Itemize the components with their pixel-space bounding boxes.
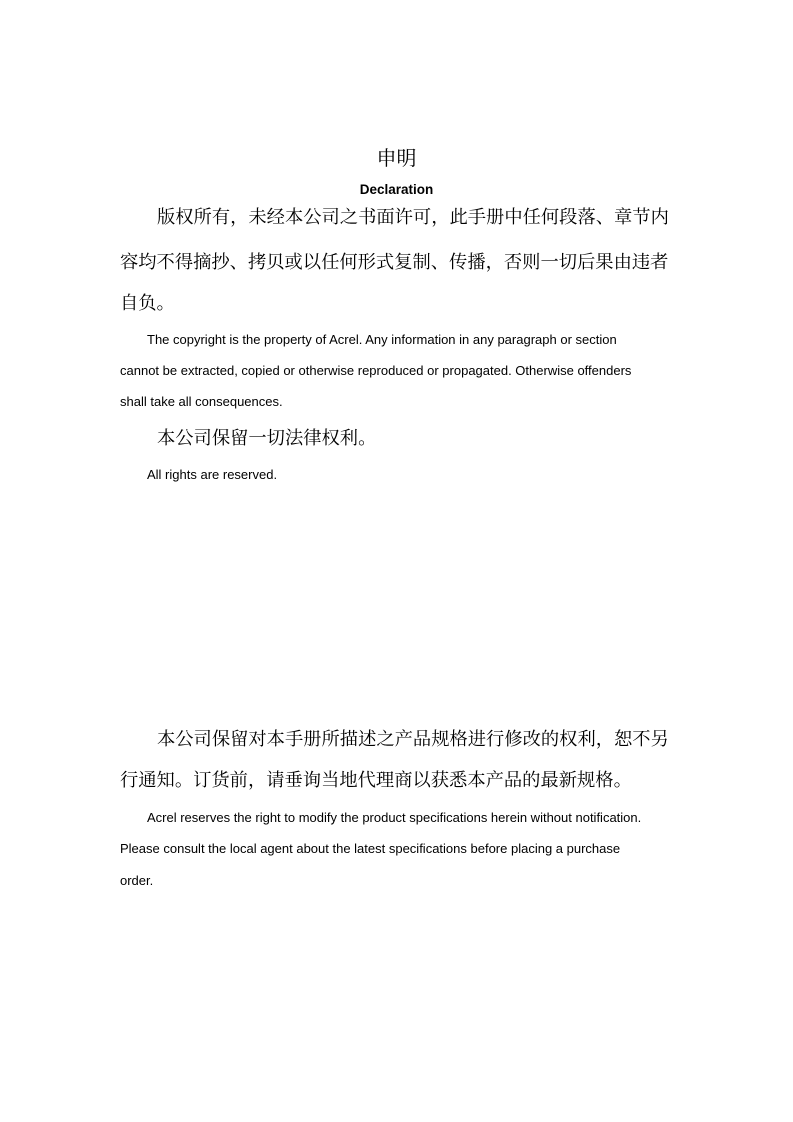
spec-en-line: Acrel reserves the right to modify the product specifications herein without notification. [147, 810, 642, 825]
copyright-en-line: cannot be extracted, copied or otherwise reproduced or propagated. Otherwise offenders [120, 363, 632, 378]
rights-cn: 本公司保留一切法律权利。 [157, 428, 377, 449]
copyright-cn-line: 容均不得摘抄、拷贝或以任何形式复制、传播，否则一切后果由违者 [120, 252, 669, 273]
copyright-en-line: shall take all consequences. [120, 394, 283, 409]
spec-cn-line: 本公司保留对本手册所描述之产品规格进行修改的权利，恕不另 [157, 729, 669, 750]
spec-cn-line: 行通知。订货前，请垂询当地代理商以获悉本产品的最新规格。 [120, 770, 632, 791]
page-title: 申明 [376, 146, 417, 170]
spec-en-line: Please consult the local agent about the latest specifications before placing a purchase [120, 841, 621, 856]
copyright-cn-line: 自负。 [120, 293, 175, 314]
rights-en: All rights are reserved. [147, 467, 278, 482]
copyright-en-line: The copyright is the property of Acrel. Any information in any paragraph or section [147, 332, 617, 347]
spec-en-line: order. [120, 873, 154, 888]
page-subtitle: Declaration [359, 182, 434, 197]
copyright-cn-line: 版权所有，未经本公司之书面许可，此手册中任何段落、章节内 [157, 207, 669, 228]
